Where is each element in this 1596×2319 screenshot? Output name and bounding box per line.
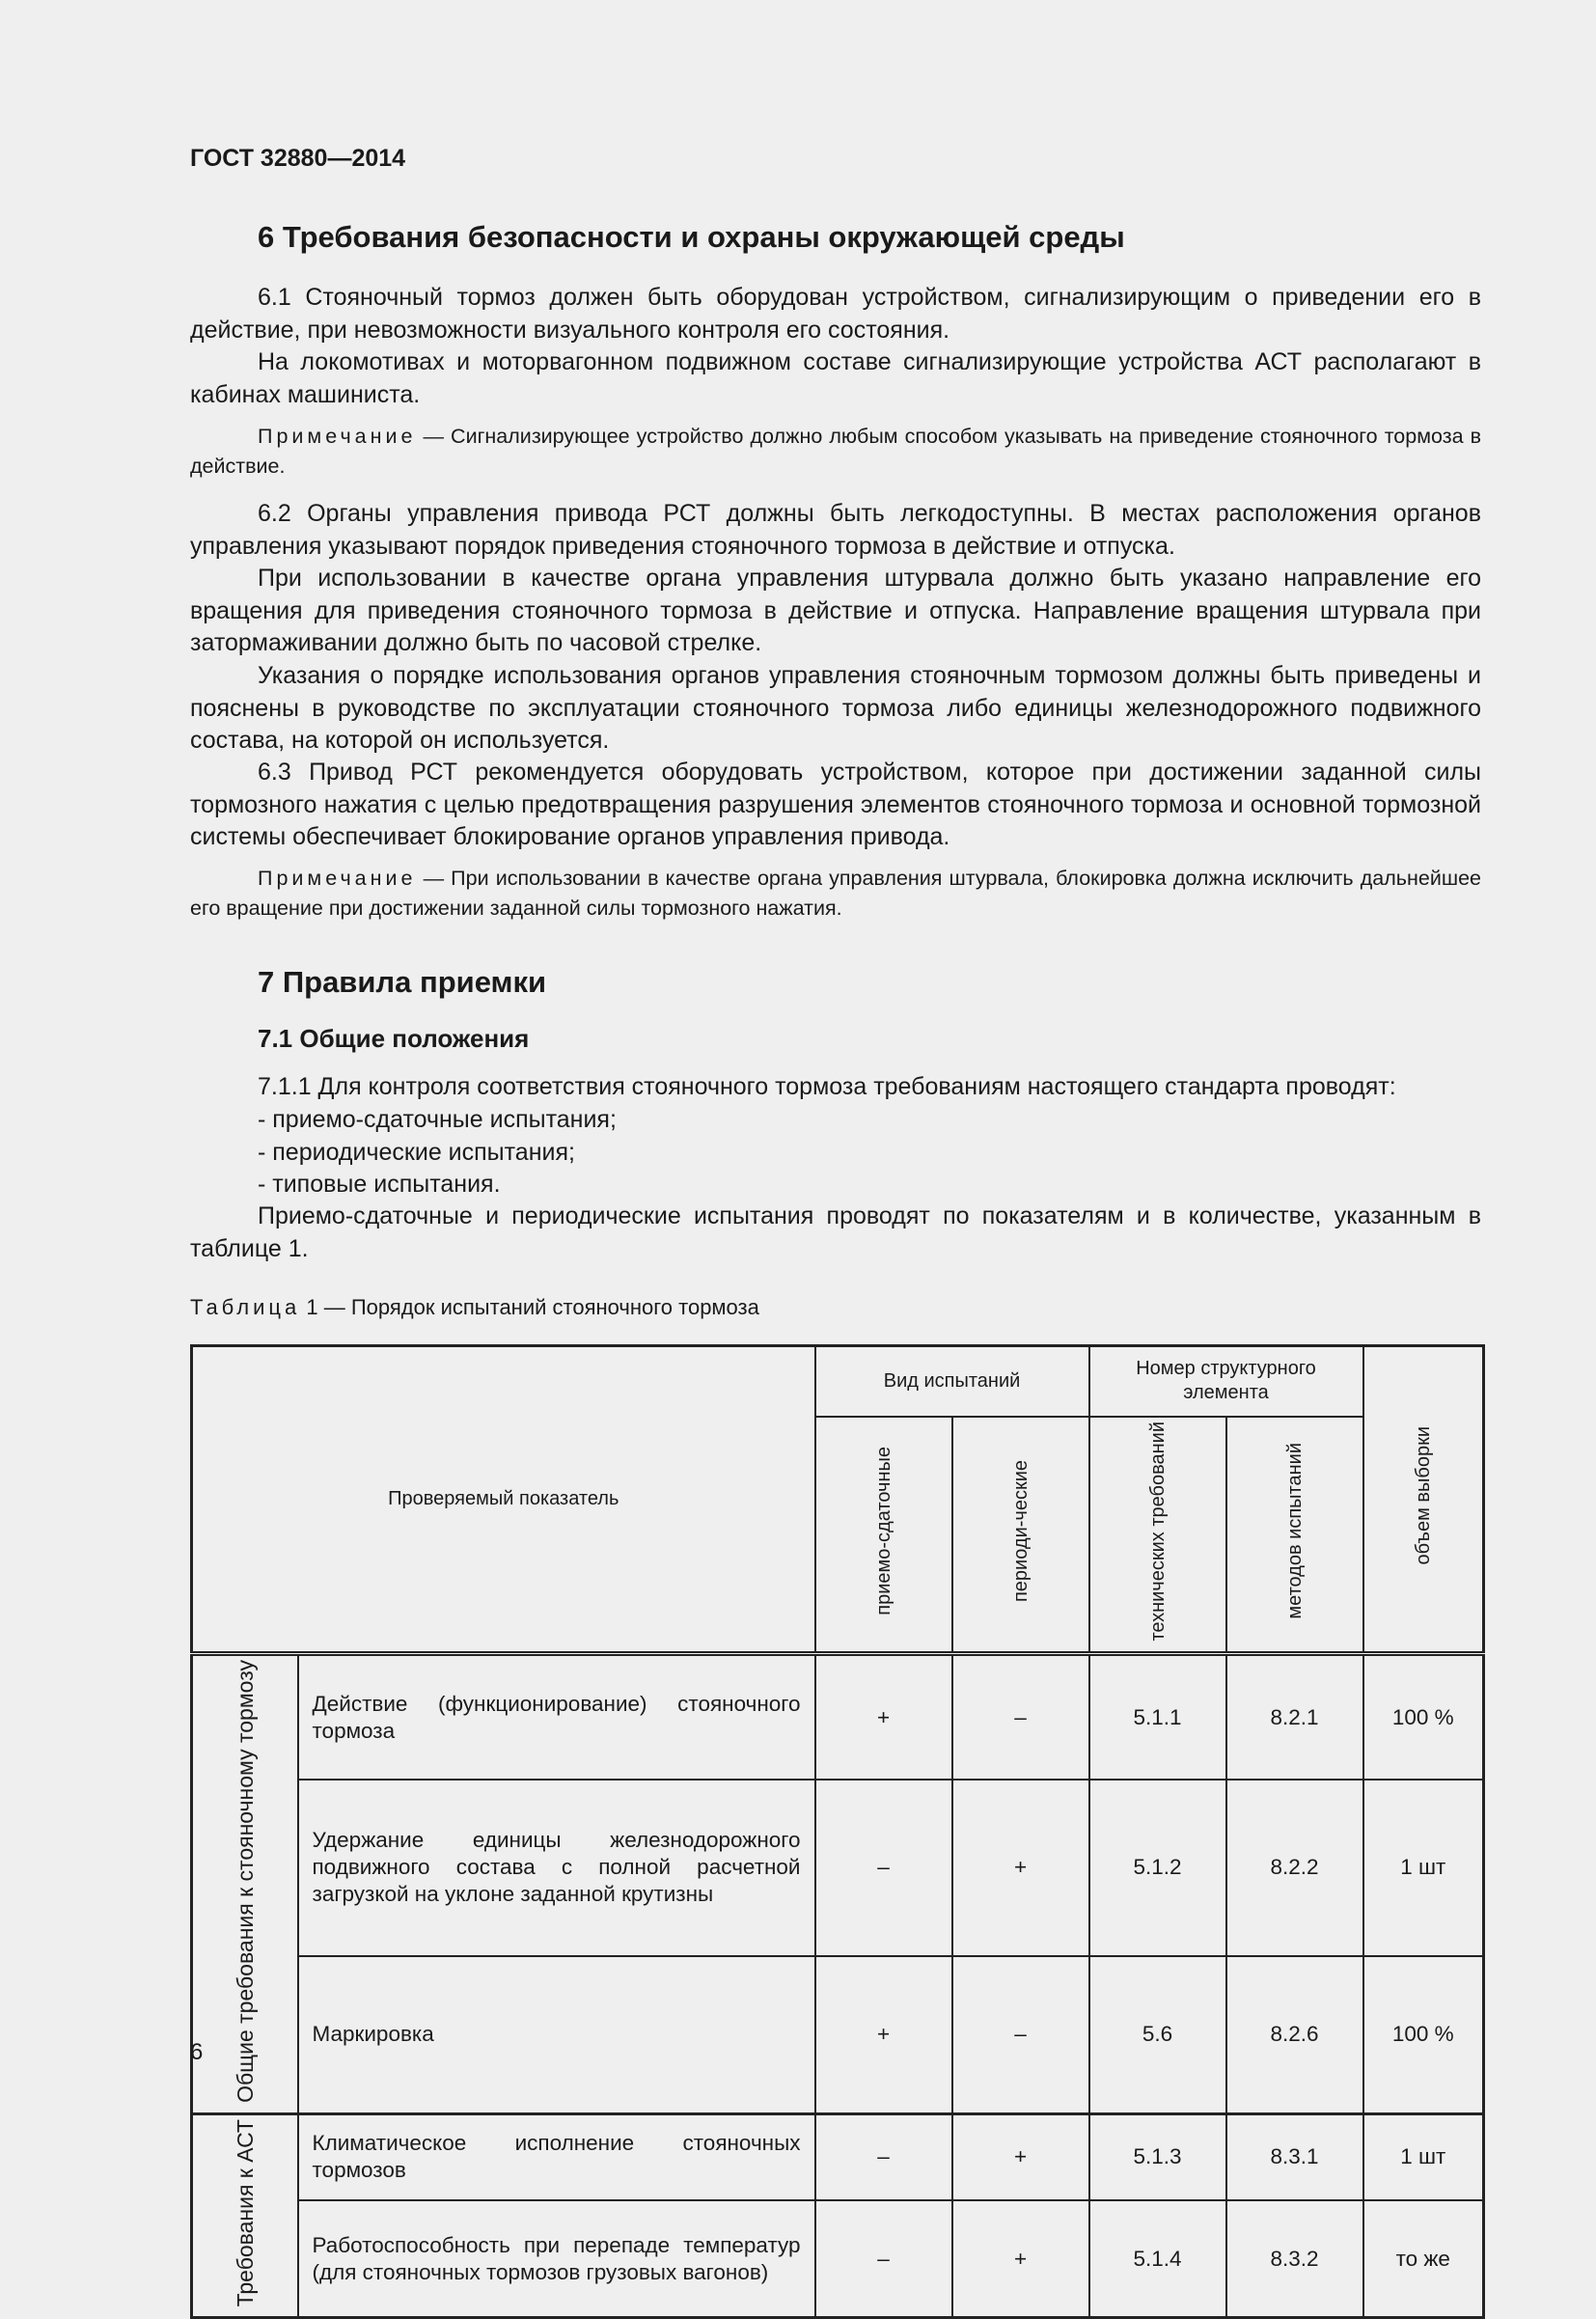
table-row <box>192 1654 1484 1781</box>
row-test-method: 8.2.2 <box>1226 1780 1363 1956</box>
header-test-methods <box>1226 1417 1363 1654</box>
paragraph-6-3: 6.3 Привод РСТ рекомендуется оборудовать устройством, которое при достижении заданной силы тормозного нажатия с целью предотвращения разрушения элементов стояночного тормоза и основной тормозной системы обеспечивает блокирование органов управления привода. <box>190 759 1481 850</box>
header-periodic <box>952 1417 1089 1654</box>
group-general-requirements-text: Общие требования к стояночному тормозу <box>232 1660 258 2103</box>
table-caption-text: 1 — Порядок испытаний стояночного тормоза <box>300 1295 759 1319</box>
row-periodic: + <box>952 2113 1089 2199</box>
row-tech-requirement: 5.1.3 <box>1089 2113 1226 2199</box>
header-test-type: Вид испытаний <box>815 1346 1089 1417</box>
row-tech-requirement: 5.1.1 <box>1089 1654 1226 1781</box>
paragraph-6-2: 6.2 Органы управления привода РСТ должны быть легкодоступны. В местах расположения органов управления указывают порядок приведения стояночного тормоза в действие и отпуска. <box>190 500 1481 560</box>
row-tech-requirement: 5.1.2 <box>1089 1780 1226 1956</box>
row-sample-volume: 100 % <box>1363 1654 1484 1781</box>
header-acceptance <box>815 1417 952 1654</box>
row-indicator: Удержание единицы железнодорожного подвижного состава с полной расчетной загрузкой на уклоне заданной крутизны <box>298 1780 815 1956</box>
note-1-label: Примечание <box>258 425 417 448</box>
header-sample-volume-text: объем выборки <box>1412 1426 1434 1565</box>
test-types-list <box>258 1104 617 1201</box>
row-test-method: 8.3.2 <box>1226 2200 1363 2318</box>
table-caption <box>190 1295 759 1320</box>
group-ast-requirements <box>192 2113 298 2317</box>
header-test-methods-text: методов испытаний <box>1283 1442 1306 1619</box>
header-sample-volume <box>1363 1346 1484 1654</box>
note-1 <box>190 422 1481 482</box>
note-1-text: — Сигнализирующее устройство должно любым способом указывать на приведение стояночного тормоза в действие. <box>190 425 1481 478</box>
row-acceptance: + <box>815 1956 952 2114</box>
section-6-title: 6 Требования безопасности и охраны окружающей среды <box>258 220 1125 254</box>
row-tech-requirement: 5.1.4 <box>1089 2200 1226 2318</box>
row-indicator: Действие (функционирование) стояночного тормоза <box>298 1654 815 1781</box>
paragraph-6-1: 6.1 Стояночный тормоз должен быть оборудован устройством, сигнализирующим о приведении его в действие, при невозможности визуального контроля его состояния. <box>190 284 1481 344</box>
row-test-method: 8.2.1 <box>1226 1654 1363 1781</box>
paragraph-7-1-1-table-ref: Приемо-сдаточные и периодические испытания проводят по показателям и в количестве, указанным в таблице 1. <box>190 1202 1481 1262</box>
note-2-label: Примечание <box>258 867 417 890</box>
header-indicator: Проверяемый показатель <box>192 1346 815 1654</box>
row-tech-requirement: 5.6 <box>1089 1956 1226 2114</box>
note-2 <box>190 864 1481 924</box>
test-order-table <box>190 1344 1485 2319</box>
table-row <box>192 1956 1484 2114</box>
list-item: - приемо-сдаточные испытания; <box>258 1106 617 1133</box>
row-sample-volume: 1 шт <box>1363 2113 1484 2199</box>
header-periodic-text: периоди-ческие <box>1009 1459 1032 1602</box>
note-2-text: — При использовании в качестве органа управления штурвала, блокировка должна исключить дальнейшее его вращение при достижении заданной силы тормозного нажатия. <box>190 867 1481 920</box>
row-periodic: – <box>952 1654 1089 1781</box>
group-general-requirements <box>192 1654 298 2114</box>
header-acceptance-text: приемо-сдаточные <box>872 1446 894 1615</box>
row-periodic: – <box>952 1956 1089 2114</box>
table-header-row-1 <box>192 1346 1484 1417</box>
row-test-method: 8.2.6 <box>1226 1956 1363 2114</box>
list-item: - периодические испытания; <box>258 1138 575 1166</box>
header-tech-requirements <box>1089 1417 1226 1654</box>
row-acceptance: – <box>815 2113 952 2199</box>
row-sample-volume: 1 шт <box>1363 1780 1484 1956</box>
row-indicator: Маркировка <box>298 1956 815 2114</box>
list-item: - типовые испытания. <box>258 1171 501 1198</box>
row-periodic: + <box>952 2200 1089 2318</box>
table-row <box>192 1780 1484 1956</box>
row-sample-volume: то же <box>1363 2200 1484 2318</box>
row-sample-volume: 100 % <box>1363 1956 1484 2114</box>
row-periodic: + <box>952 1780 1089 1956</box>
header-element-number: Номер структурного элемента <box>1089 1346 1363 1417</box>
table-row <box>192 2200 1484 2318</box>
row-indicator: Климатическое исполнение стояночных тормозов <box>298 2113 815 2199</box>
row-test-method: 8.3.1 <box>1226 2113 1363 2199</box>
row-acceptance: – <box>815 1780 952 1956</box>
row-acceptance: – <box>815 2200 952 2318</box>
section-7-title: 7 Правила приемки <box>258 965 547 999</box>
subsection-7-1-title: 7.1 Общие положения <box>258 1024 530 1053</box>
header-tech-requirements-text: технических требований <box>1146 1421 1169 1642</box>
paragraph-7-1-1: 7.1.1 Для контроля соответствия стояночного тормоза требованиям настоящего стандарта проводят: <box>258 1073 1396 1100</box>
paragraph-6-2-instructions: Указания о порядке использования органов управления стояночным тормозом должны быть приведены и пояснены в руководстве по эксплуатации стояночного тормоза либо единицы железнодорожного подвижного состава, на которой он используется. <box>190 662 1481 754</box>
table-row <box>192 2113 1484 2199</box>
paragraph-6-2-wheel: При использовании в качестве органа управления штурвала должно быть указано направление его вращения для приведения стояночного тормоза в действие и отпуска. Направление вращения штурвала при затормаживании должно быть по часовой стрелке. <box>190 565 1481 656</box>
row-indicator: Работоспособность при перепаде температур (для стояночных тормозов грузовых вагонов) <box>298 2200 815 2318</box>
group-ast-requirements-text: Требования к АСТ <box>232 2118 258 2307</box>
paragraph-6-1-cabins: На локомотивах и моторвагонном подвижном составе сигнализирующие устройства АСТ располагают в кабинах машиниста. <box>190 348 1481 408</box>
row-acceptance: + <box>815 1654 952 1781</box>
table-caption-label: Таблица <box>190 1295 301 1319</box>
page-number: 6 <box>190 2039 204 2065</box>
document-code: ГОСТ 32880—2014 <box>190 145 406 172</box>
